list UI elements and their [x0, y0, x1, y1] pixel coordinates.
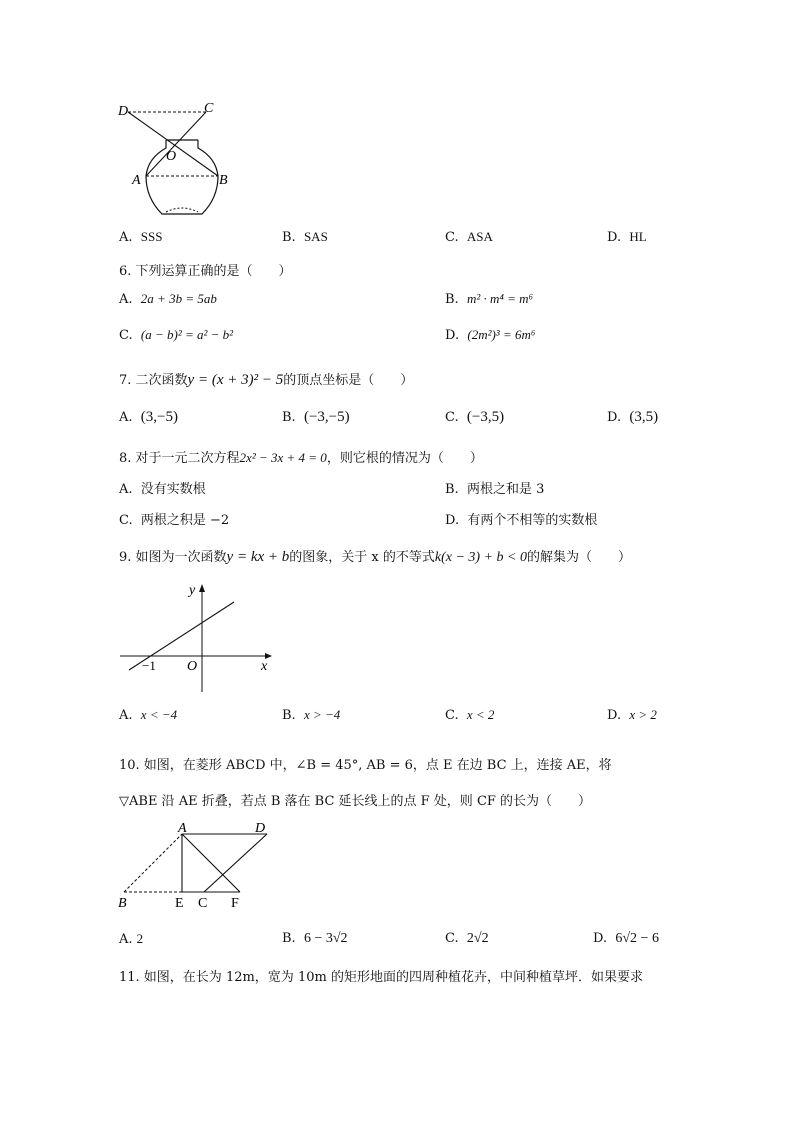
option-letter: A. [119, 292, 133, 307]
option-text: 2a + 3b = 5ab [140, 291, 217, 306]
label-f: F [231, 896, 239, 911]
option-letter: D. [607, 410, 622, 425]
stem-prefix: 9. 如图为一次函数 [119, 550, 227, 565]
q10-option-d[interactable] [593, 931, 659, 947]
q8-option-c[interactable] [119, 509, 229, 528]
option-letter: C. [445, 230, 459, 245]
option-letter: D. [607, 708, 622, 723]
option-text: 6 − 3√2 [303, 931, 348, 946]
segment-dc [204, 834, 267, 892]
q5-option-d[interactable] [607, 229, 647, 245]
option-text: SSS [140, 229, 163, 244]
q6-option-c[interactable] [119, 327, 233, 343]
segment-ca [146, 112, 206, 176]
label-a: A [132, 173, 141, 188]
option-text: x > −4 [303, 707, 341, 722]
q9-option-a[interactable] [119, 707, 177, 723]
q6-stem: 6. 下列运算正确的是（ ） [119, 264, 292, 279]
option-letter: A. [119, 230, 133, 245]
stem-prefix: 7. 二次函数 [119, 373, 188, 388]
option-text: (a − b)² = a² − b² [140, 327, 234, 342]
q9-stem [119, 546, 631, 566]
option-letter: B. [282, 931, 296, 946]
q5-option-c[interactable] [445, 229, 493, 245]
label-d: D [118, 104, 129, 119]
option-text: SAS [303, 229, 328, 244]
stem-formula: y = (x + 3)² − 5 [187, 372, 284, 388]
option-letter: A. [119, 708, 133, 723]
q8-stem [119, 447, 483, 466]
q9-graph [115, 580, 285, 698]
stem-formula-2: k(x − 3) + b < 0 [434, 550, 527, 565]
label-d: D [255, 821, 266, 836]
option-letter: B. [445, 292, 459, 307]
option-text: 2 [136, 931, 144, 946]
q10-figure [112, 818, 282, 912]
q10-stem-line2: ▽ABE 沿 AE 折叠，若点 B 落在 BC 延长线上的点 F 处，则 CF 的长为（ ） [119, 794, 592, 809]
q6-option-b[interactable] [445, 291, 533, 307]
q9-option-d[interactable] [607, 707, 657, 723]
y-axis-arrow [199, 584, 205, 592]
label-e: E [175, 896, 184, 911]
vase-outline [146, 140, 218, 214]
label-a: A [178, 821, 187, 836]
label-o: O [166, 149, 177, 164]
option-letter: D. [593, 931, 608, 946]
option-text: (−3,5) [466, 409, 505, 425]
option-text: (3,5) [629, 409, 659, 425]
option-letter: C. [119, 513, 133, 528]
option-text: 没有实数根 [140, 482, 206, 497]
segment-ab-dashed [124, 834, 182, 892]
option-letter: B. [282, 410, 296, 425]
segment-db [128, 112, 218, 176]
label-b: B [118, 896, 127, 911]
q8-option-a[interactable] [119, 478, 206, 497]
option-text: (2m²)³ = 6m⁶ [467, 327, 536, 342]
q6-option-d[interactable] [445, 327, 535, 343]
option-text: 两根之积是 −2 [140, 513, 230, 528]
option-letter: C. [119, 328, 133, 343]
q6-option-a[interactable] [119, 291, 217, 307]
stem-mid: 的图象，关于 x 的不等式 [289, 550, 435, 565]
q7-option-c[interactable] [445, 409, 504, 426]
label-b: B [219, 173, 228, 188]
q10-option-c[interactable] [445, 931, 489, 947]
option-text: 有两个不相等的实数根 [467, 513, 598, 528]
option-text: HL [629, 229, 647, 244]
vase-figure [110, 98, 230, 220]
origin-label: O [187, 659, 198, 674]
option-text: (3,−5) [140, 409, 178, 425]
tick-label: −1 [142, 658, 156, 673]
vase-bottom-arc [166, 208, 198, 212]
option-text: x > 2 [629, 707, 657, 722]
label-c: C [198, 896, 208, 911]
option-letter: D. [445, 513, 460, 528]
label-c: C [204, 101, 214, 116]
segment-af [182, 834, 240, 892]
q10-stem-line1: 10. 如图，在菱形 ABCD 中，∠B = 45°, AB = 6，点 E 在边 BC 上，连接 AE，将 [119, 758, 612, 773]
option-letter: D. [607, 230, 622, 245]
q5-option-b[interactable] [282, 229, 328, 245]
option-text: x < 2 [466, 707, 495, 722]
q8-option-b[interactable] [445, 478, 544, 497]
option-letter: B. [282, 708, 296, 723]
q5-option-a[interactable] [119, 229, 163, 245]
option-text: (−3,−5) [303, 409, 350, 425]
option-letter: C. [445, 708, 459, 723]
stem-suffix: 的解集为（ ） [526, 550, 631, 565]
option-letter: A. [119, 410, 133, 425]
option-letter: A. [119, 482, 133, 497]
q7-option-d[interactable] [607, 409, 658, 426]
option-letter: D. [445, 328, 460, 343]
q10-option-b[interactable] [282, 931, 348, 947]
stem-suffix: 的顶点坐标是（ ） [283, 373, 414, 388]
q9-option-b[interactable] [282, 707, 340, 723]
q10-option-a[interactable] [119, 931, 143, 947]
q9-option-c[interactable] [445, 707, 494, 723]
option-text: 两根之和是 3 [466, 482, 545, 497]
stem-formula: 2x² − 3x + 4 = 0 [239, 450, 327, 465]
option-text: 6√2 − 6 [615, 931, 659, 946]
option-letter: A. [119, 932, 133, 947]
option-letter: B. [445, 482, 459, 497]
option-text: 2√2 [466, 931, 489, 946]
y-axis-label: y [189, 583, 196, 598]
option-letter: C. [445, 410, 459, 425]
stem-suffix: ，则它根的情况为（ ） [326, 451, 483, 466]
option-text: m² · m⁴ = m⁶ [466, 291, 534, 306]
option-text: x < −4 [140, 707, 178, 722]
q7-stem [119, 369, 413, 389]
q7-option-a[interactable] [119, 409, 178, 426]
stem-prefix: 8. 对于一元二次方程 [119, 451, 240, 466]
option-text: ASA [466, 229, 493, 244]
q11-stem-line1: 11. 如图，在长为 12m，宽为 10m 的矩形地面的四周种植花卉，中间种植草坪．如果要求 [119, 970, 643, 985]
stem-formula: y = kx + b [226, 549, 290, 565]
q7-option-b[interactable] [282, 409, 350, 426]
option-letter: C. [445, 931, 459, 946]
option-letter: B. [282, 230, 296, 245]
q8-option-d[interactable] [445, 509, 597, 528]
x-axis-label: x [261, 659, 268, 674]
